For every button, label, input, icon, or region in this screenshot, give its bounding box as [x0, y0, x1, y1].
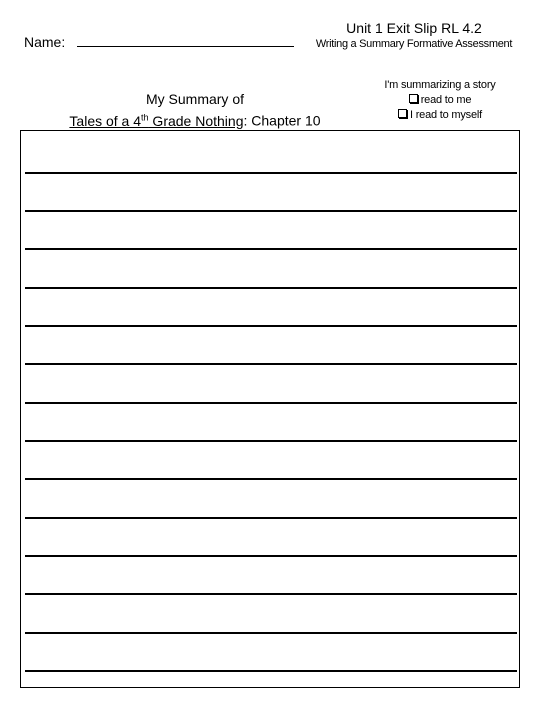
checkbox-icon[interactable]	[398, 109, 407, 118]
checkbox-icon[interactable]	[409, 94, 418, 103]
writing-line	[25, 440, 517, 442]
checklist-option-read-to-me[interactable]: read to me	[355, 93, 525, 108]
checklist-prompt: I'm summarizing a story	[384, 79, 496, 91]
summary-heading-line2	[60, 108, 330, 130]
checklist-option-read-to-myself[interactable]: I read to myself	[355, 108, 525, 123]
writing-line	[25, 248, 517, 250]
summary-heading-line1: My Summary of	[145, 91, 244, 107]
summary-heading	[60, 90, 330, 130]
writing-line	[25, 287, 517, 289]
writing-line	[25, 632, 517, 634]
page-title: Unit 1 Exit Slip RL 4.2	[346, 20, 482, 36]
writing-line	[25, 478, 517, 480]
writing-line	[25, 670, 517, 672]
page-subtitle: Writing a Summary Formative Assessment	[315, 38, 513, 50]
writing-line	[25, 325, 517, 327]
writing-line	[25, 363, 517, 365]
writing-line	[25, 402, 517, 404]
writing-area[interactable]	[20, 130, 520, 688]
writing-line	[25, 172, 517, 174]
chapter-label: : Chapter 10	[243, 112, 321, 129]
writing-line	[25, 555, 517, 557]
writing-line	[25, 210, 517, 212]
book-title: Tales of a 4th Grade Nothing	[69, 112, 244, 129]
reading-mode-checklist	[355, 78, 525, 123]
name-label: Name:	[24, 34, 66, 50]
name-line[interactable]	[77, 46, 294, 47]
writing-line	[25, 593, 517, 595]
writing-line	[25, 517, 517, 519]
